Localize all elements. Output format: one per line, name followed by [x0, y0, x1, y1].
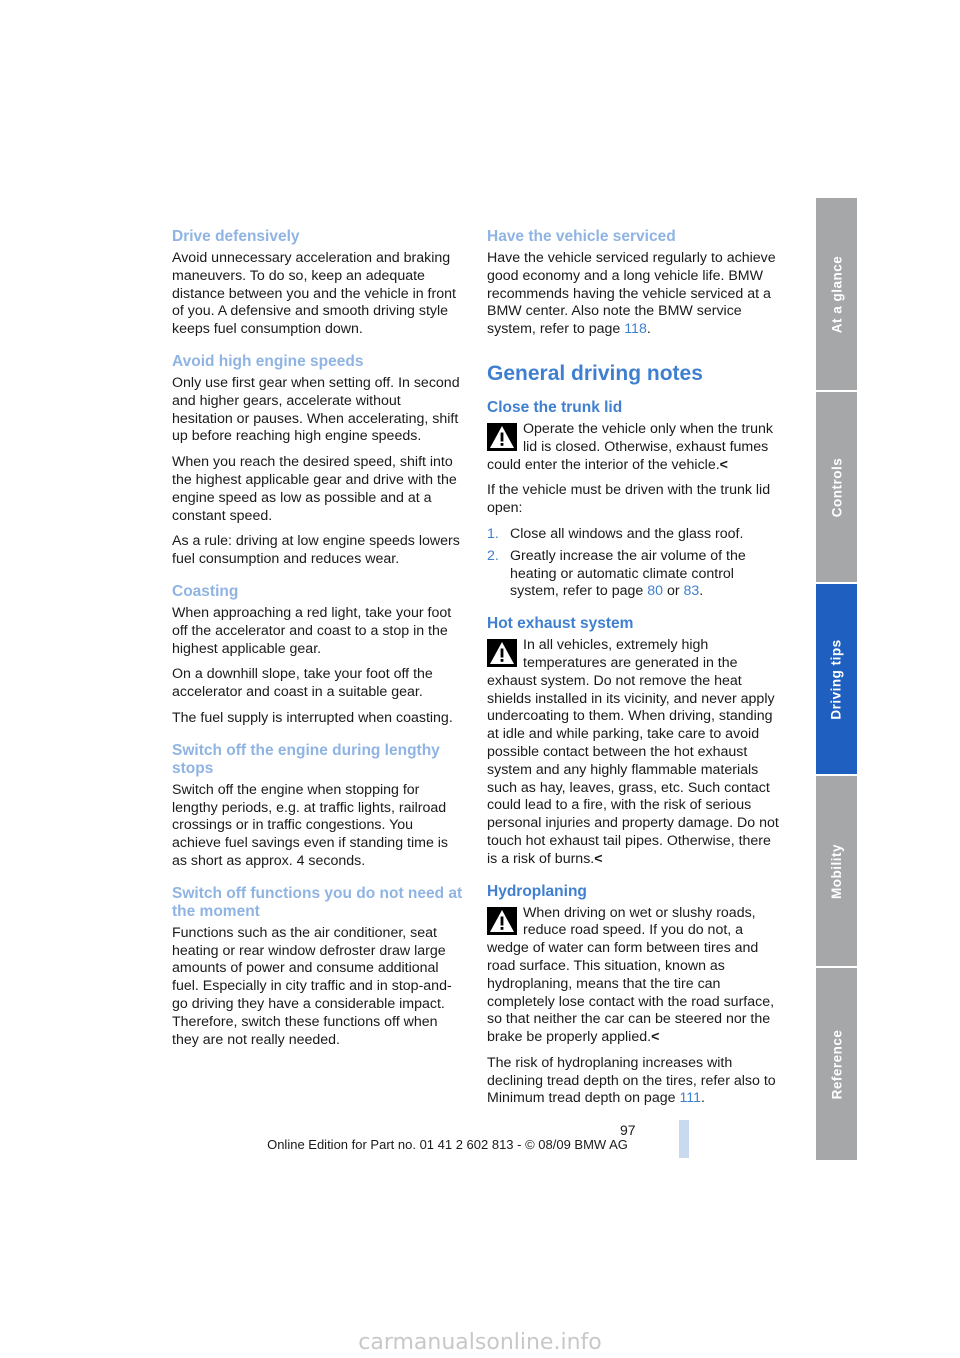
- tab-reference[interactable]: Reference: [816, 968, 857, 1160]
- paragraph: On a downhill slope, take your foot off the accelerator and coast in a suitable gear.: [172, 666, 433, 701]
- section-switch-off-engine: [172, 742, 464, 871]
- warning-note: Operate the vehicle only when the trunk lid is closed. Otherwise, exhaust fumes could enter the interior of the vehicle.<: [487, 420, 774, 473]
- footer-edition: Online Edition for Part no. 01 41 2 602 813 - © 08/09 BMW AG: [267, 1137, 628, 1152]
- page-number: 97: [620, 1122, 636, 1138]
- paragraph: The fuel supply is interrupted when coasting.: [172, 709, 453, 726]
- paragraph: Functions such as the air conditioner, seat heating or rear window defroster draw large amounts of power and consume additional fuel. Especially in city traffic and in stop-and-go driving they have a considerable impact. Therefore, switch these functions off when they are not really needed.: [172, 924, 452, 1048]
- paragraph: Only use first gear when setting off. In second and higher gears, accelerate without hesitation or pauses. When accelerating, shift up before reaching high engine speeds.: [172, 374, 460, 445]
- left-column: [172, 228, 464, 1063]
- list-item: 2. Greatly increase the air volume of the heating or automatic climate control system, refer to page 80 or 83.: [487, 547, 746, 600]
- page-link-111[interactable]: 111: [679, 1090, 702, 1107]
- section-hydroplaning: [487, 883, 779, 1109]
- section-close-trunk-lid: [487, 399, 779, 601]
- section-hot-exhaust-system: [487, 615, 779, 868]
- heading-avoid-high-engine-speeds: Avoid high engine speeds: [172, 352, 364, 370]
- paragraph: Switch off the engine when stopping for lengthy periods, e.g. at traffic lights, railroad crossings or in traffic congestions. You achieve fuel savings even if standing time is as short as approx. 4 seconds.: [172, 781, 449, 869]
- warning-note: When driving on wet or slushy roads, reduce road speed. If you do not, a wedge of water can form between tires and road surface. This situation, known as hydroplaning, means that the tire can completely lose contact with the road surface, so that neither the car can be steered nor the brake be properly applied.<: [487, 904, 775, 1046]
- end-mark: <: [651, 1029, 660, 1046]
- paragraph: The risk of hydroplaning increases with declining tread depth on the tires, refer also to Minimum tread depth on page 111.: [487, 1054, 776, 1107]
- heading-close-trunk-lid: Close the trunk lid: [487, 398, 623, 416]
- warning-icon: [487, 639, 517, 667]
- tab-driving-tips[interactable]: Driving tips: [816, 584, 857, 774]
- heading-hot-exhaust-system: Hot exhaust system: [487, 615, 634, 633]
- page-link-83[interactable]: 83: [683, 583, 700, 600]
- paragraph: When you reach the desired speed, shift into the highest applicable gear and drive with the engine speed as low as possible and at a constant speed.: [172, 454, 457, 524]
- section-coasting: [172, 583, 464, 728]
- list-item: 1. Close all windows and the glass roof.: [487, 525, 744, 542]
- warning-icon: [487, 423, 517, 451]
- right-column: [487, 228, 779, 1122]
- watermark: carmanualsonline.info: [358, 1330, 602, 1355]
- heading-switch-off-functions: Switch off functions you do not need at the moment: [172, 884, 463, 920]
- paragraph: When approaching a red light, take your foot off the accelerator and coast to a stop in the highest applicable gear.: [172, 604, 452, 657]
- tab-at-a-glance[interactable]: At a glance: [816, 198, 857, 390]
- end-mark: <: [594, 850, 603, 867]
- warning-note: In all vehicles, extremely high temperatures are generated in the exhaust system. Do not remove the heat shields installed in its vicinity, and never apply undercoating to them. When driving, standing at idle and while parking, take care to avoid possible contact between the hot exhaust system and any highly flammable materials such as hay, leaves, grass, etc. Such contact could lead to a fire, with the risk of serious personal injuries and property damage. Do not touch hot exhaust tail pipes. Otherwise, there is a risk of burns.<: [487, 637, 779, 867]
- section-switch-off-functions: [172, 885, 464, 1050]
- chapter-title: General driving notes: [487, 361, 703, 385]
- heading-coasting: Coasting: [172, 582, 239, 600]
- heading-vehicle-serviced: Have the vehicle serviced: [487, 228, 676, 245]
- numbered-list: [487, 526, 779, 601]
- section-drive-defensively: [172, 228, 464, 339]
- heading-hydroplaning: Hydroplaning: [487, 882, 587, 900]
- tab-mobility[interactable]: Mobility: [816, 776, 857, 966]
- heading-switch-off-engine: Switch off the engine during lengthy stops: [172, 741, 440, 777]
- warning-icon: [487, 907, 517, 935]
- heading-drive-defensively: Drive defensively: [172, 228, 300, 245]
- paragraph: Avoid unnecessary acceleration and braking maneuvers. To do so, keep an adequate distance between you and the vehicle in front of you. A defensive and smooth driving style keeps fuel consumption down.: [172, 250, 456, 338]
- paragraph: Have the vehicle serviced regularly to achieve good economy and a long vehicle life. BMW recommends having the vehicle serviced at a BMW center. Also note the BMW service system, refer to page 118.: [487, 250, 776, 338]
- section-vehicle-serviced: [487, 228, 779, 339]
- end-mark: <: [719, 456, 728, 473]
- tab-controls[interactable]: Controls: [816, 392, 857, 582]
- page-link-80[interactable]: 80: [647, 583, 663, 600]
- paragraph: As a rule: driving at low engine speeds lowers fuel consumption and reduces wear.: [172, 533, 460, 568]
- chapter-tabs: [816, 198, 857, 1160]
- paragraph: If the vehicle must be driven with the trunk lid open:: [487, 482, 771, 517]
- page-link-118[interactable]: 118: [624, 321, 647, 338]
- section-avoid-high-engine-speeds: [172, 353, 464, 569]
